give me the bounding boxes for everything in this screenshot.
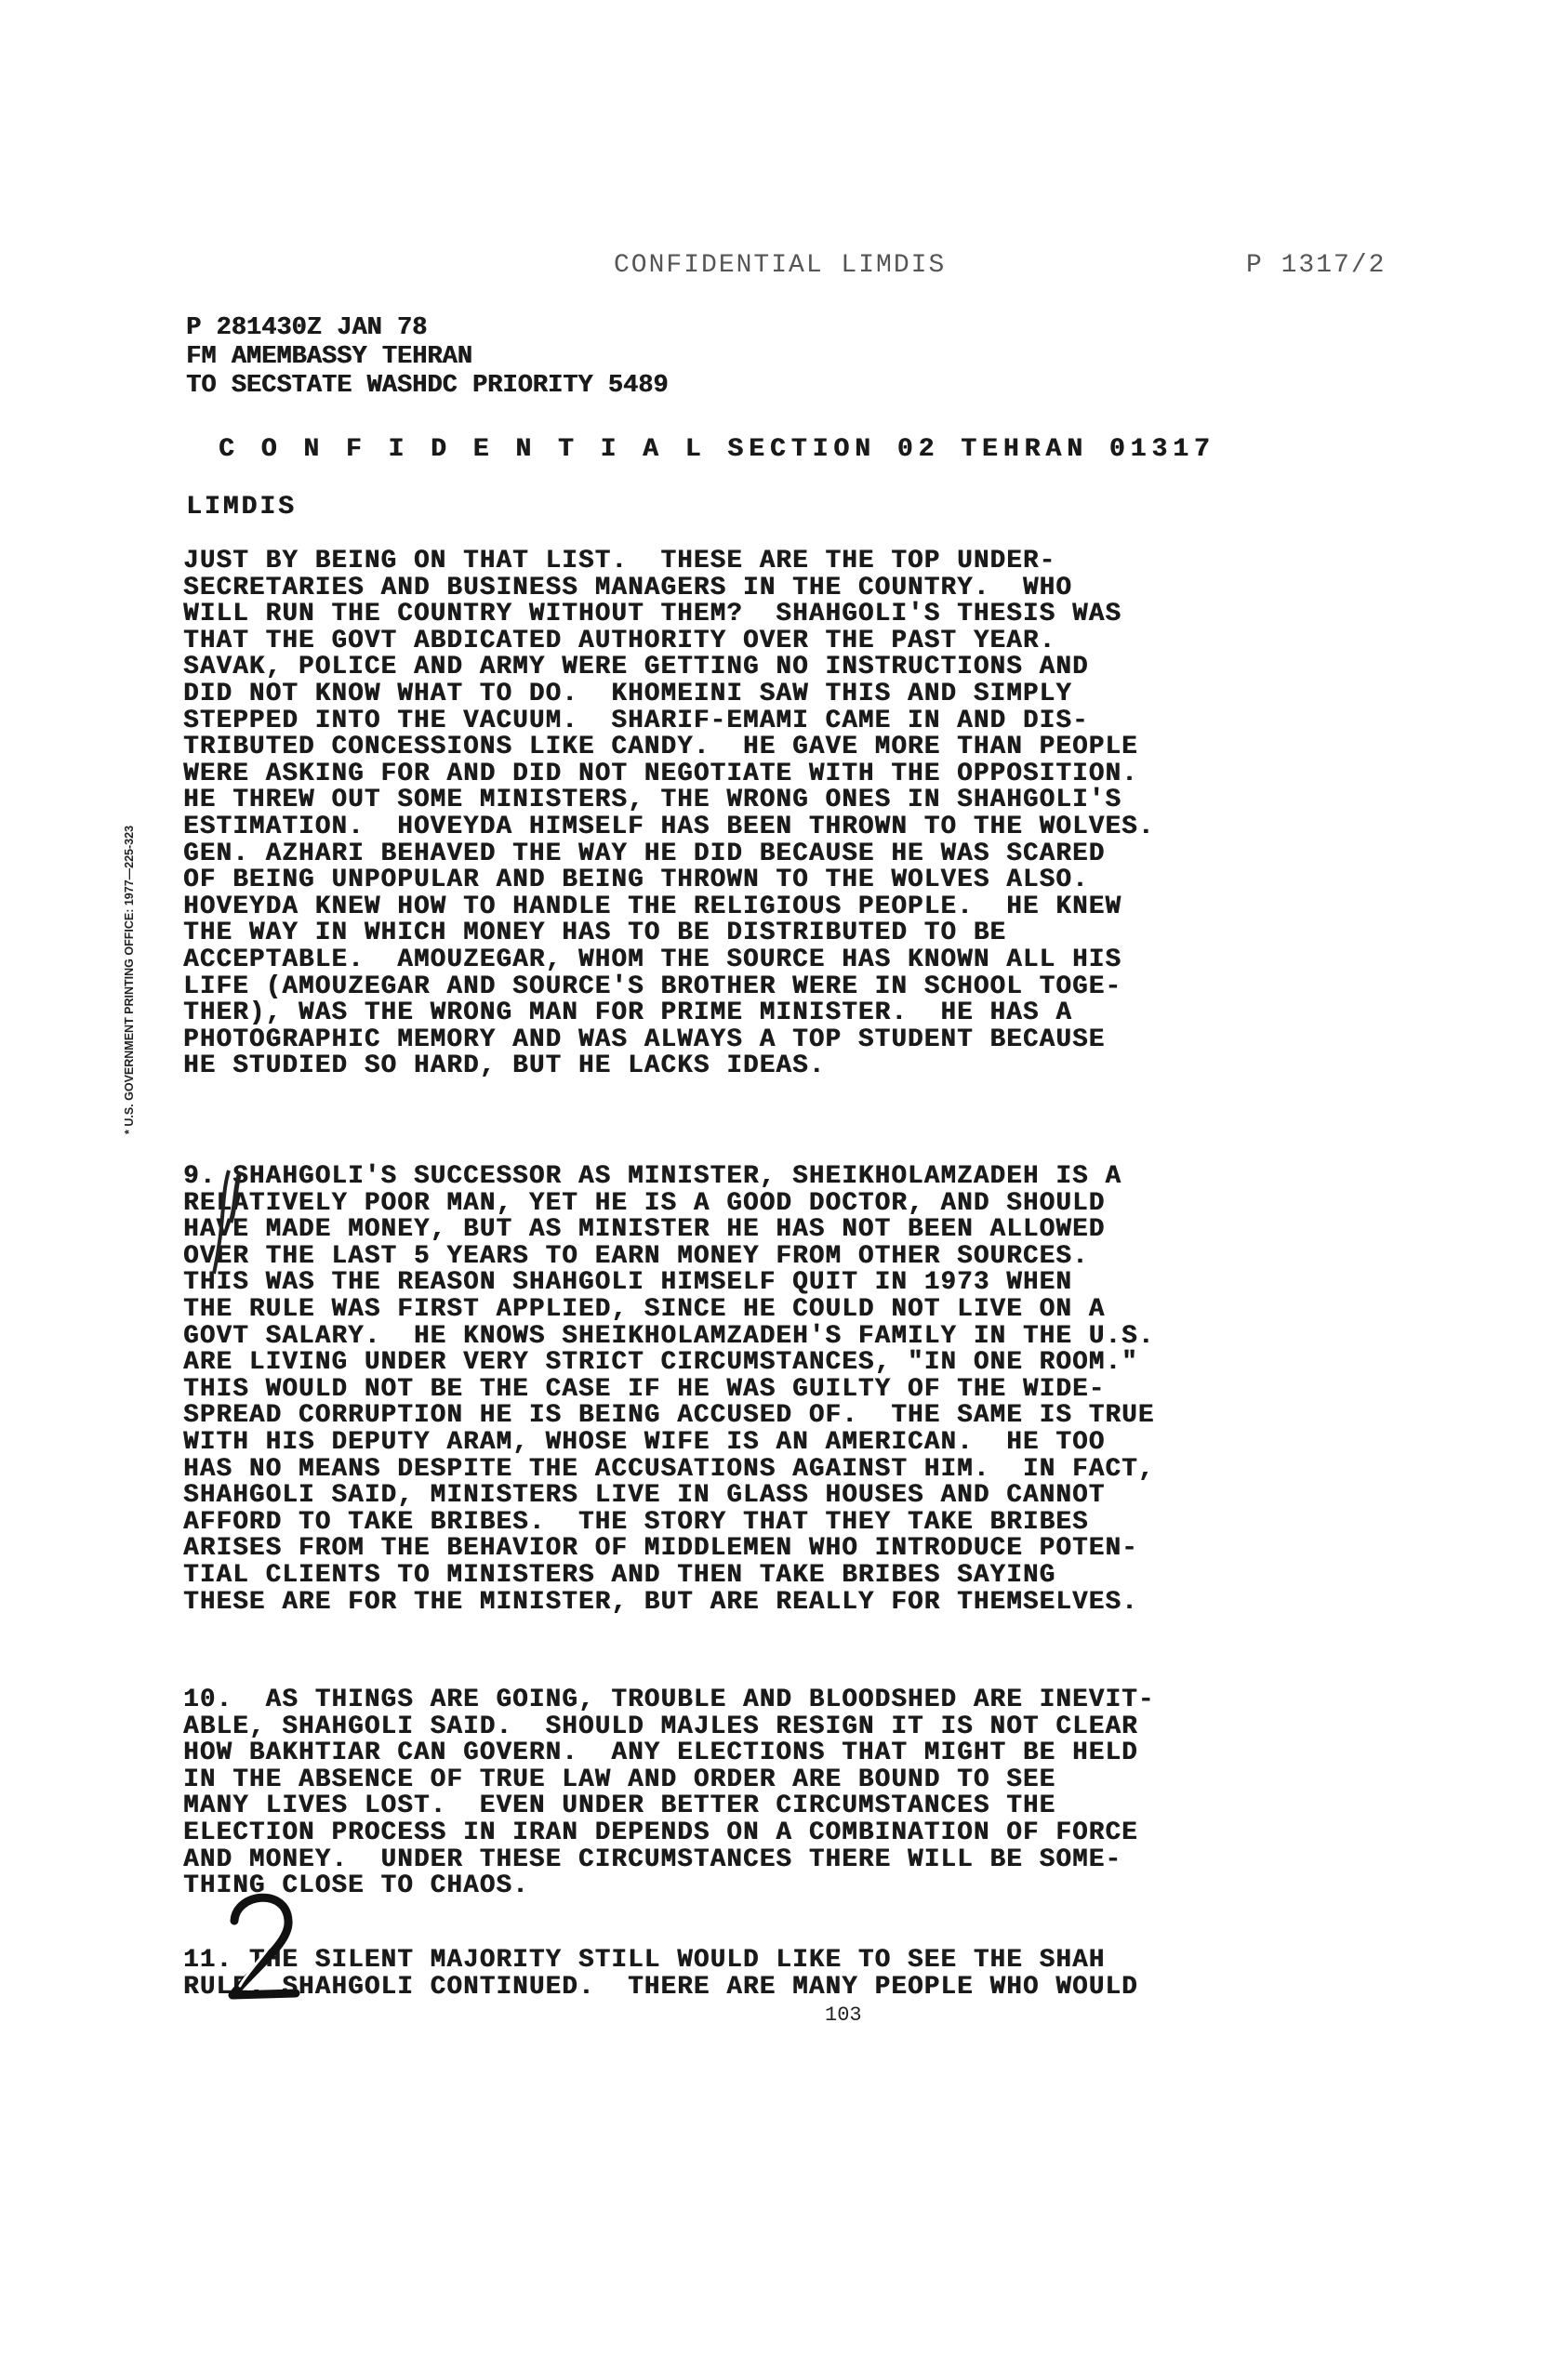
text-line: DID NOT KNOW WHAT TO DO. KHOMEINI SAW THIS AND SIMPLY xyxy=(183,679,1072,708)
text-line: PHOTOGRAPHIC MEMORY AND WAS ALWAYS A TOP STUDENT BECAUSE xyxy=(183,1025,1106,1054)
text-line: HOVEYDA KNEW HOW TO HANDLE THE RELIGIOUS PEOPLE. HE KNEW xyxy=(183,892,1122,921)
text-line: HE THREW OUT SOME MINISTERS, THE WRONG ONES IN SHAHGOLI'S xyxy=(183,786,1122,815)
handwritten-number-mark xyxy=(221,1885,305,2006)
section-line: C O N F I D E N T I A L SECTION 02 TEHRAN 01317 xyxy=(219,435,1215,464)
text-line: LIFE (AMOUZEGAR AND SOURCE'S BROTHER WERE IN SCHOOL TOGE- xyxy=(183,972,1122,1001)
text-line: WILL RUN THE COUNTRY WITHOUT THEM? SHAHGOLI'S THESIS WAS xyxy=(183,600,1122,629)
text-line: HOW BAKHTIAR CAN GOVERN. ANY ELECTIONS THAT MIGHT BE HELD xyxy=(183,1739,1138,1768)
text-line: 10. AS THINGS ARE GOING, TROUBLE AND BLOODSHED ARE INEVIT- xyxy=(183,1686,1155,1714)
text-line: THIS WOULD NOT BE THE CASE IF HE WAS GUILTY OF THE WIDE- xyxy=(183,1374,1106,1404)
text-line: GEN. AZHARI BEHAVED THE WAY HE DID BECAUSE HE WAS SCARED xyxy=(183,839,1106,868)
paragraph-10 xyxy=(183,1687,1253,1900)
classification-banner: CONFIDENTIAL LIMDIS xyxy=(614,251,947,280)
text-line: WITH HIS DEPUTY ARAM, WHOSE WIFE IS AN AMERICAN. HE TOO xyxy=(183,1427,1106,1457)
text-line: THE WAY IN WHICH MONEY HAS TO BE DISTRIBUTED TO BE xyxy=(183,919,1007,948)
text-line: SECRETARIES AND BUSINESS MANAGERS IN THE COUNTRY. WHO xyxy=(183,573,1072,602)
text-line: AND MONEY. UNDER THESE CIRCUMSTANCES THERE WILL BE SOME- xyxy=(183,1844,1122,1874)
text-line: WERE ASKING FOR AND DID NOT NEGOTIATE WITH THE OPPOSITION. xyxy=(183,759,1138,788)
text-line: HAVE MADE MONEY, BUT AS MINISTER HE HAS NOT BEEN ALLOWED xyxy=(183,1215,1106,1245)
text-line: THING CLOSE TO CHAOS. xyxy=(183,1871,529,1901)
text-line: THER), WAS THE WRONG MAN FOR PRIME MINISTER. HE HAS A xyxy=(183,998,1072,1028)
text-line: GOVT SALARY. HE KNOWS SHEIKHOLAMZADEH'S FAMILY IN THE U.S. xyxy=(183,1321,1155,1351)
text-line: SPREAD CORRUPTION HE IS BEING ACCUSED OF. THE SAME IS TRUE xyxy=(183,1401,1155,1431)
text-line: SAVAK, POLICE AND ARMY WERE GETTING NO INSTRUCTIONS AND xyxy=(183,653,1089,682)
text-line: THESE ARE FOR THE MINISTER, BUT ARE REALLY FOR THEMSELVES. xyxy=(183,1587,1138,1617)
text-line: ARE LIVING UNDER VERY STRICT CIRCUMSTANCES, "IN ONE ROOM." xyxy=(183,1348,1138,1378)
to-line: TO SECSTATE WASHDC PRIORITY 5489 xyxy=(186,372,669,400)
date-time-group: P 281430Z JAN 78 xyxy=(186,314,428,342)
caption-limdis: LIMDIS xyxy=(186,493,297,522)
paragraph-11 xyxy=(183,1948,1253,2001)
page-number: 103 xyxy=(825,2003,862,2027)
text-line: AFFORD TO TAKE BRIBES. THE STORY THAT THEY TAKE BRIBES xyxy=(183,1507,1089,1537)
text-line: 9. SHAHGOLI'S SUCCESSOR AS MINISTER, SHEIKHOLAMZADEH IS A xyxy=(183,1162,1122,1191)
text-line: ESTIMATION. HOVEYDA HIMSELF HAS BEEN THROWN TO THE WOLVES. xyxy=(183,812,1155,841)
text-line: TIAL CLIENTS TO MINISTERS AND THEN TAKE BRIBES SAYING xyxy=(183,1560,1056,1590)
paragraph-9 xyxy=(183,1164,1253,1616)
text-line: HAS NO MEANS DESPITE THE ACCUSATIONS AGAINST HIM. IN FACT, xyxy=(183,1454,1155,1484)
text-line: IN THE ABSENCE OF TRUE LAW AND ORDER ARE BOUND TO SEE xyxy=(183,1765,1056,1794)
text-line: ARISES FROM THE BEHAVIOR OF MIDDLEMEN WHO INTRODUCE POTEN- xyxy=(183,1534,1138,1564)
from-line: FM AMEMBASSY TEHRAN xyxy=(186,343,472,371)
text-line: THAT THE GOVT ABDICATED AUTHORITY OVER THE PAST YEAR. xyxy=(183,626,1056,655)
paragraph-continuation xyxy=(183,549,1253,1080)
text-line: STEPPED INTO THE VACUUM. SHARIF-EMAMI CAME IN AND DIS- xyxy=(183,706,1089,735)
printing-office-stamp: * U.S. GOVERNMENT PRINTING OFFICE: 1977—225-323 xyxy=(123,825,136,1134)
text-line: OF BEING UNPOPULAR AND BEING THROWN TO THE WOLVES ALSO. xyxy=(183,866,1089,895)
margin-bracket-mark xyxy=(193,1167,249,1278)
text-line: 11. THE SILENT MAJORITY STILL WOULD LIKE TO SEE THE SHAH xyxy=(183,1946,1106,1975)
text-line: ACCEPTABLE. AMOUZEGAR, WHOM THE SOURCE HAS KNOWN ALL HIS xyxy=(183,945,1122,974)
text-line: MANY LIVES LOST. EVEN UNDER BETTER CIRCUMSTANCES THE xyxy=(183,1792,1056,1821)
text-line: TRIBUTED CONCESSIONS LIKE CANDY. HE GAVE MORE THAN PEOPLE xyxy=(183,733,1138,762)
text-line: ABLE, SHAHGOLI SAID. SHOULD MAJLES RESIGN IT IS NOT CLEAR xyxy=(183,1712,1138,1741)
text-line: RULE, SHAHGOLI CONTINUED. THERE ARE MANY PEOPLE WHO WOULD xyxy=(183,1972,1138,2002)
text-line: RELATIVELY POOR MAN, YET HE IS A GOOD DOCTOR, AND SHOULD xyxy=(183,1188,1106,1218)
text-line: SHAHGOLI SAID, MINISTERS LIVE IN GLASS HOUSES AND CANNOT xyxy=(183,1481,1106,1511)
document-number: P 1317/2 xyxy=(1246,251,1387,280)
text-line: THIS WAS THE REASON SHAHGOLI HIMSELF QUIT IN 1973 WHEN xyxy=(183,1268,1072,1298)
text-line: HE STUDIED SO HARD, BUT HE LACKS IDEAS. xyxy=(183,1051,826,1081)
text-line: ELECTION PROCESS IN IRAN DEPENDS ON A COMBINATION OF FORCE xyxy=(183,1818,1138,1847)
cable-header xyxy=(186,314,1209,401)
text-line: JUST BY BEING ON THAT LIST. THESE ARE THE TOP UNDER- xyxy=(183,547,1056,575)
text-line: OVER THE LAST 5 YEARS TO EARN MONEY FROM OTHER SOURCES. xyxy=(183,1241,1089,1271)
text-line: THE RULE WAS FIRST APPLIED, SINCE HE COULD NOT LIVE ON A xyxy=(183,1294,1106,1324)
